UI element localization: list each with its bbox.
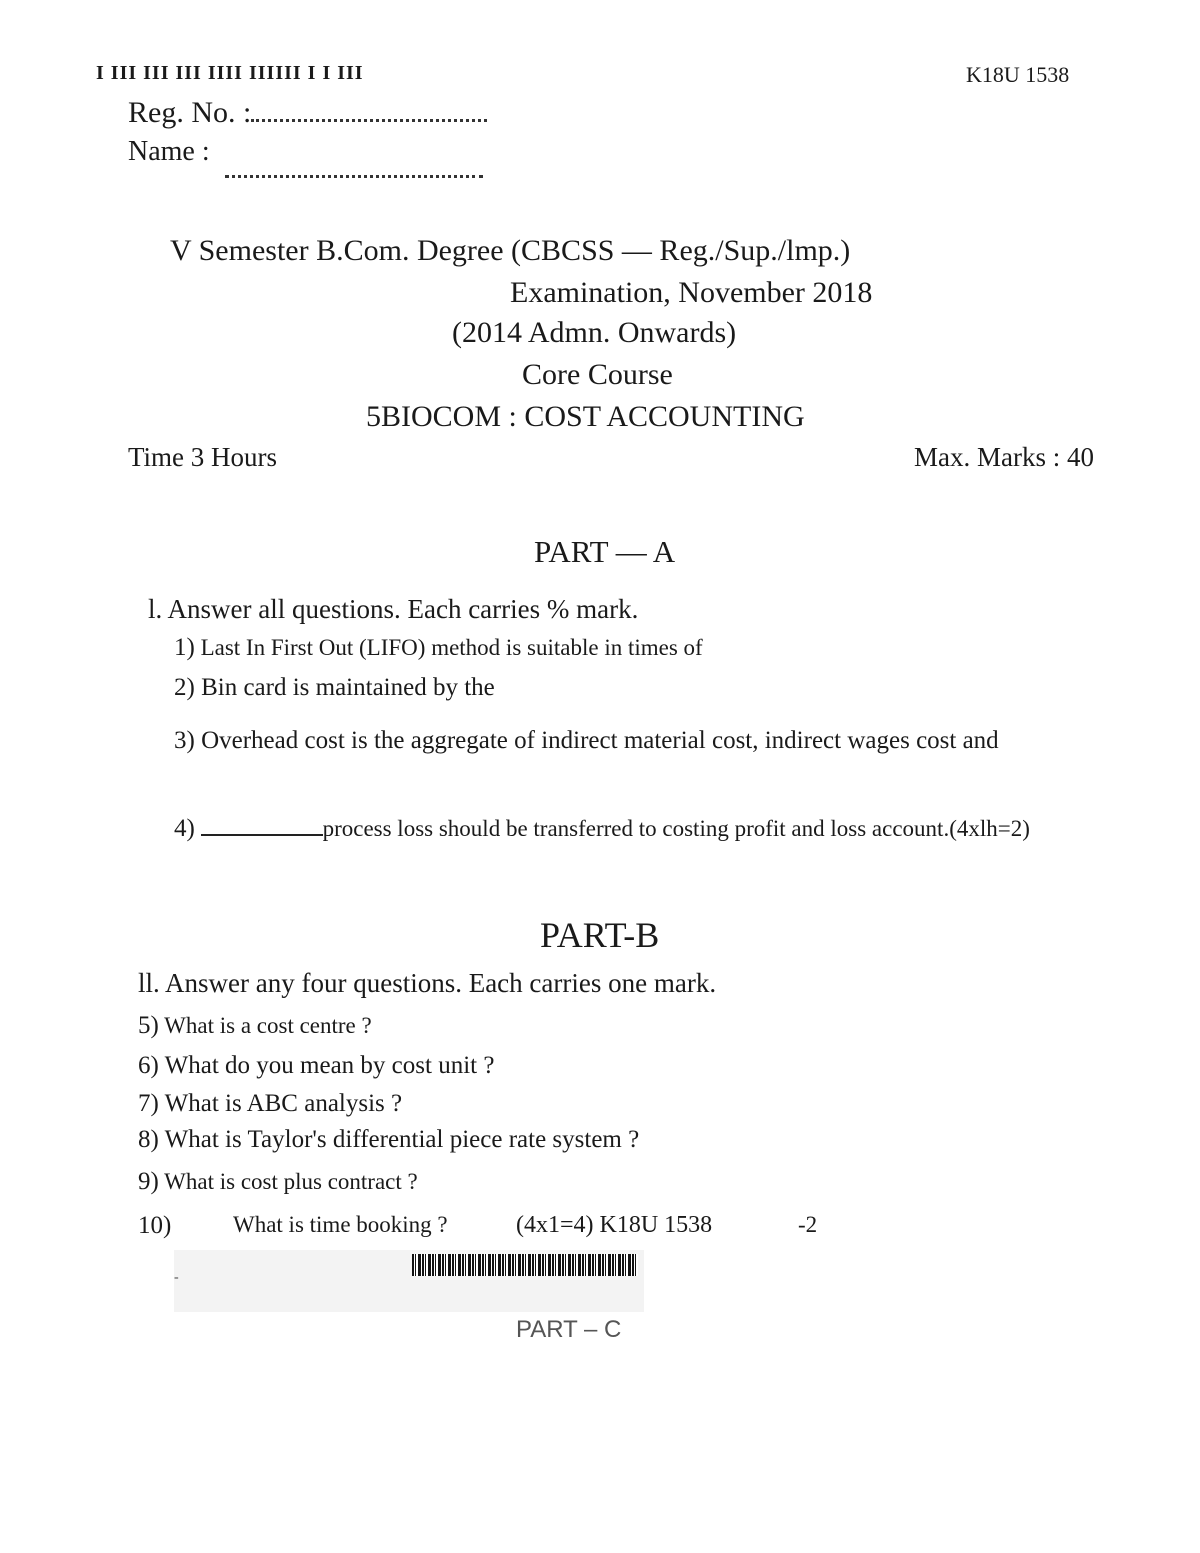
question-2 bbox=[174, 674, 495, 702]
exam-title-line3: (2014 Admn. Onwards) bbox=[452, 316, 737, 349]
question-marks: (4xlh=2) bbox=[949, 816, 1030, 841]
part-a-instruction: l. Answer all questions. Each carries % mark. bbox=[148, 594, 639, 624]
question-text: process loss should be transferred to costing profit and loss account. bbox=[322, 816, 950, 841]
question-9 bbox=[138, 1168, 418, 1196]
barcode-image bbox=[412, 1254, 638, 1276]
fill-in-blank bbox=[201, 816, 323, 836]
question-number: 3) bbox=[174, 727, 195, 754]
question-text: Last In First Out (LIFO) method is suitable in times of bbox=[200, 635, 703, 660]
paper-code: K18U 1538 bbox=[966, 62, 1070, 87]
question-number: 1) bbox=[174, 634, 195, 661]
question-text: Overhead cost is the aggregate of indirect material cost, indirect wages cost and bbox=[201, 727, 999, 754]
question-4 bbox=[174, 812, 1070, 845]
question-10-text: What is time booking ? bbox=[233, 1212, 448, 1237]
reg-no-dots bbox=[251, 119, 487, 122]
reg-no-label: Reg. No. : bbox=[128, 96, 252, 129]
scan-mark: - bbox=[174, 1270, 179, 1285]
page-marker: -2 bbox=[798, 1212, 818, 1237]
question-number: 2) bbox=[174, 674, 195, 701]
question-number: 5) bbox=[138, 1012, 159, 1039]
question-text: What is cost plus contract ? bbox=[164, 1169, 418, 1194]
question-number: 10) bbox=[138, 1212, 172, 1239]
name-field bbox=[128, 136, 483, 168]
question-number: 9) bbox=[138, 1168, 159, 1195]
question-number: 6) bbox=[138, 1052, 159, 1079]
question-text: What is a cost centre ? bbox=[164, 1013, 372, 1038]
question-number: 8) bbox=[138, 1126, 159, 1153]
time-label: Time 3 Hours bbox=[128, 442, 278, 472]
reg-no-field bbox=[128, 96, 487, 130]
question-8 bbox=[138, 1126, 639, 1154]
question-text: What is Taylor's differential piece rate system ? bbox=[164, 1126, 640, 1153]
name-label: Name : bbox=[128, 136, 210, 167]
exam-title-line2: Examination, November 2018 bbox=[510, 276, 873, 309]
name-dots bbox=[225, 175, 483, 178]
part-c-heading: PART – C bbox=[516, 1316, 622, 1343]
exam-title-line1: V Semester B.Com. Degree (CBCSS — Reg./Sup./lmp.) bbox=[170, 234, 851, 267]
question-6 bbox=[138, 1052, 494, 1080]
exam-title-line5: 5BIOCOM : COST ACCOUNTING bbox=[366, 400, 805, 433]
question-text: What do you mean by cost unit ? bbox=[164, 1052, 495, 1079]
question-number: 4) bbox=[174, 815, 195, 842]
question-3 bbox=[174, 723, 1070, 758]
max-marks-label: Max. Marks : 40 bbox=[914, 442, 1094, 472]
question-number: 7) bbox=[138, 1090, 159, 1117]
part-b-marks-code: (4x1=4) K18U 1538 bbox=[516, 1212, 713, 1238]
question-text: What is ABC analysis ? bbox=[164, 1090, 403, 1117]
barcode-text: I III III III IIII IIIIII I I III bbox=[96, 62, 364, 84]
exam-title-line4: Core Course bbox=[522, 358, 673, 391]
part-b-heading: PART-B bbox=[540, 915, 660, 955]
part-b-instruction: ll. Answer any four questions. Each carries one mark. bbox=[138, 968, 717, 998]
question-5 bbox=[138, 1012, 372, 1040]
question-text: Bin card is maintained by the bbox=[201, 674, 495, 701]
question-7 bbox=[138, 1090, 402, 1118]
question-1 bbox=[174, 634, 703, 662]
part-a-heading: PART — A bbox=[534, 534, 676, 569]
